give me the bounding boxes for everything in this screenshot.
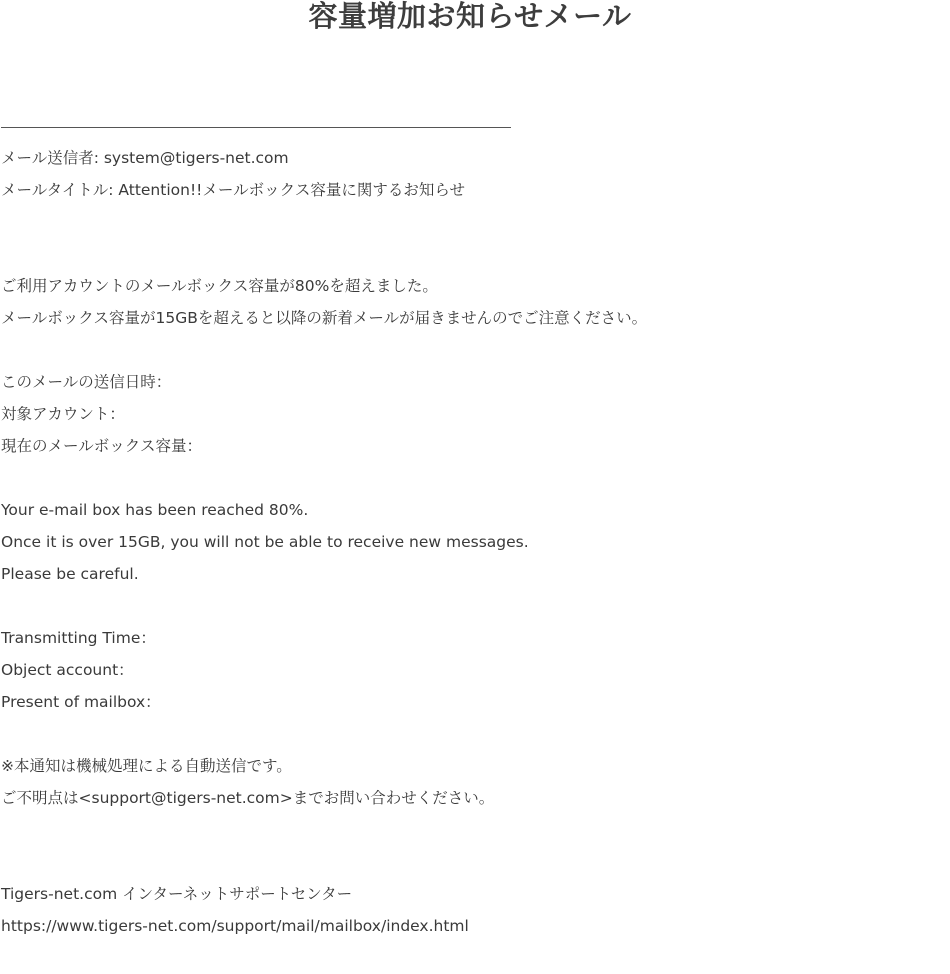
field-sent-time-ja: このメールの送信日時：	[1, 373, 172, 391]
field-capacity-ja: 現在のメールボックス容量：	[1, 437, 203, 455]
email-body	[1, 110, 941, 974]
contact-line: ご不明点は<support@tigers-net.com>までお問い合わせください。	[1, 789, 495, 807]
subject-line: メールタイトル: Attention!!メールボックス容量に関するお知らせ	[1, 181, 465, 199]
notice-en-line-1: Your e-mail box has been reached 80%.	[1, 501, 309, 519]
signature-org: Tigers-net.com インターネットサポートセンター	[1, 885, 353, 903]
separator-top	[1, 110, 941, 142]
field-account-ja: 対象アカウント：	[1, 405, 125, 423]
field-object-account: Object account：	[1, 661, 134, 679]
page-title: 容量増加お知らせメール	[308, 0, 632, 33]
field-present-mailbox: Present of mailbox：	[1, 693, 161, 711]
sender-line: メール送信者: system@tigers-net.com	[1, 149, 289, 167]
spacer	[1, 814, 941, 846]
separator-signature-top	[1, 846, 941, 878]
spacer	[1, 334, 941, 366]
notice-en-line-2: Once it is over 15GB, you will not be able to receive new messages.	[1, 533, 529, 551]
signature-url[interactable]: https://www.tigers-net.com/support/mail/mailbox/index.html	[1, 917, 469, 935]
spacer	[1, 590, 941, 622]
auto-notice-line: ※本通知は機械処理による自動送信です。	[1, 757, 292, 775]
notice-ja-line-1: ご利用アカウントのメールボックス容量が80%を超えました。	[1, 277, 438, 295]
notice-en-line-3: Please be careful.	[1, 565, 139, 583]
separator-signature-bottom	[1, 942, 941, 974]
spacer	[1, 718, 941, 750]
spacer	[1, 238, 941, 270]
notice-ja-line-2: メールボックス容量が15GBを超えると以降の新着メールが届きませんのでご注意ください。	[1, 309, 648, 327]
separator-header-end	[1, 206, 941, 238]
spacer	[1, 462, 941, 494]
field-transmitting-time: Transmitting Time：	[1, 629, 156, 647]
